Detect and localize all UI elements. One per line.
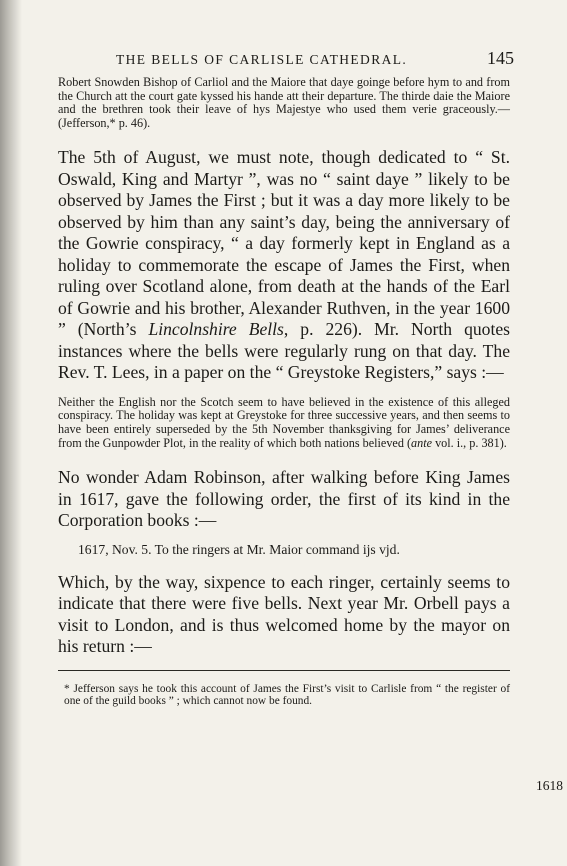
paragraph-sixpence: Which, by the way, sixpence to each ringer, certainly seems to indicate that there were five bells. Next year Mr. Orbell pays a visit to London, and is thus welcomed home by the mayor on his return :— <box>58 571 510 657</box>
quote-text: Neither the English nor the Scotch seem to have believed in the existence of this alleged conspiracy. The holiday was kept at Greystoke for three successive years, and then seems to have been entirely superseded by the 5th November thanksgiving for James’ deliverance from the Gunpowder Plot, in the reality of which both nations believed ( <box>58 394 510 450</box>
page-header <box>58 48 514 74</box>
ledger-entry: 1617, Nov. 5. To the ringers at Mr. Maior command ijs vjd. <box>78 541 400 557</box>
paragraph-text: , p. 226). Mr. North quotes instances where the bells were regularly rung on that day. The Rev. T. Lees, in a paper on the “ Greystoke Registers,” says :— <box>58 319 510 383</box>
book-page <box>58 48 514 708</box>
footnote: * Jefferson says he took this account of James the First’s visit to Carlisle from “ the register of one of the guild books ” ; which cannot now be found. <box>64 682 510 708</box>
page-number: 145 <box>487 48 514 68</box>
footnote-rule <box>58 670 510 671</box>
book-title-italic: Lincolnshire Bells <box>148 319 284 340</box>
block-quote-jefferson: Robert Snowden Bishop of Carliol and the Maiore that daye goinge before hym to and from the Church att the court gate kyssed his hande att their departure. The thirde daie the Maiore and the brethren took their leave of hys Majestye who used them verie graceously.— (Jefferson,* p. 46). <box>58 75 510 130</box>
reference-italic: ante <box>411 435 433 450</box>
paragraph-text: The 5th of August, we must note, though dedicated to “ St. Oswald, King and Martyr ”, was no “ saint daye ” likely to be observed by James the First ; but it was a day more likely to be observed by him than any saint’s day, being the anniversary of the Gowrie conspiracy, “ a day formerly kept in England as a holiday to commemorate the escape of James the First, when ruling over Scotland alone, from death at the hands of the Earl of Gowrie and his brother, Alexander Ruthven, in the year 1600 ” (North’s <box>58 147 510 340</box>
printer-signature-mark: 1618 <box>536 778 563 793</box>
running-title: THE BELLS OF CARLISLE CATHEDRAL. <box>116 52 408 67</box>
quote-text: vol. i., p. 381). <box>432 435 507 450</box>
paragraph-gowrie-conspiracy <box>58 147 510 384</box>
paragraph-adam-robinson: No wonder Adam Robinson, after walking before King James in 1617, gave the following order, the first of its kind in the Corporation books :— <box>58 467 510 531</box>
block-quote-greystoke <box>58 396 510 450</box>
binding-gutter-shadow <box>0 0 22 866</box>
